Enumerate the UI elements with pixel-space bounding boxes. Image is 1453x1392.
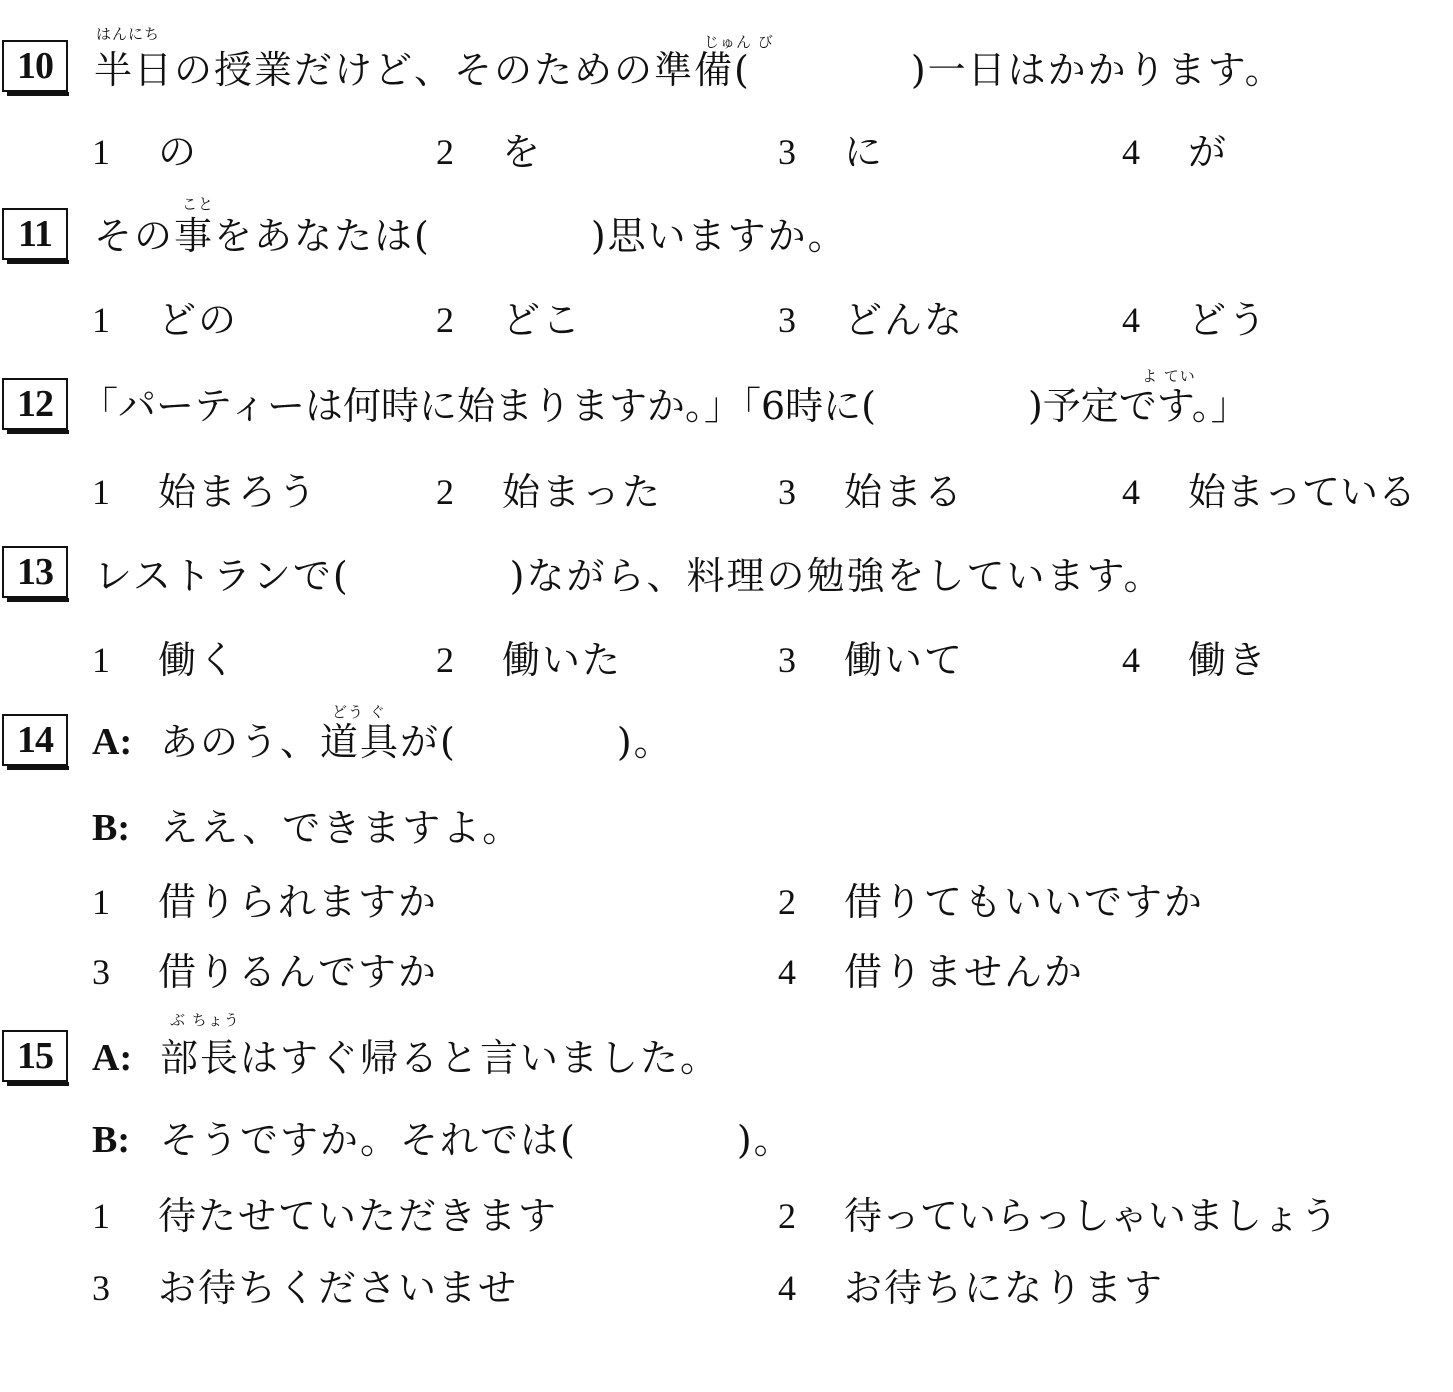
option-text[interactable]: 始まる — [844, 470, 965, 514]
question-number-15: 15 — [2, 1030, 68, 1082]
question-number-12: 12 — [2, 378, 68, 430]
option-text[interactable]: に — [844, 130, 885, 174]
option-text[interactable]: が — [1188, 130, 1229, 174]
option-text[interactable]: どの — [158, 298, 239, 342]
option-text[interactable]: 始まっている — [1188, 470, 1417, 514]
option-number: 4 — [778, 1268, 796, 1308]
option-number: 1 — [92, 132, 110, 172]
question-number-10: 10 — [2, 40, 68, 92]
option-number: 3 — [778, 640, 796, 680]
option-text[interactable]: どこ — [502, 298, 583, 342]
option-text[interactable]: 借りませんか — [844, 950, 1085, 994]
option-text[interactable]: どう — [1188, 298, 1269, 342]
speaker-a-label: A: — [92, 721, 133, 763]
option-number: 4 — [778, 952, 796, 992]
ruby-hannichi: はんにち — [96, 25, 161, 43]
option-number: 4 — [1122, 132, 1140, 172]
ruby-yotei: よ てい — [1142, 367, 1196, 385]
option-number: 3 — [778, 132, 796, 172]
option-text[interactable]: 働き — [1188, 638, 1269, 682]
option-number: 2 — [436, 300, 454, 340]
option-number: 2 — [778, 882, 796, 922]
option-text[interactable]: 借りてもいいですか — [844, 880, 1205, 924]
question-13-text: レストランで( )ながら、料理の勉強をしています。 — [94, 554, 1164, 598]
option-text[interactable]: 働いて — [844, 638, 965, 682]
option-number: 4 — [1122, 640, 1140, 680]
option-number: 2 — [778, 1196, 796, 1236]
option-text[interactable]: の — [158, 130, 199, 174]
option-text[interactable]: 借りられますか — [158, 880, 439, 924]
question-10-text: 半日の授業だけど、そのための準備( )一日はかかります。 — [94, 48, 1285, 92]
option-text[interactable]: 借りるんですか — [158, 950, 439, 994]
ruby-dougu: どう ぐ — [332, 703, 386, 721]
ruby-buchou: ぶ ちょう — [170, 1011, 240, 1029]
option-text[interactable]: お待ちになります — [844, 1266, 1165, 1310]
speaker-b-label: B: — [92, 1119, 130, 1161]
option-number: 4 — [1122, 472, 1140, 512]
option-number: 3 — [778, 472, 796, 512]
option-number: 4 — [1122, 300, 1140, 340]
option-text[interactable]: 始まろう — [158, 470, 319, 514]
ruby-junbi: じゅん び — [704, 33, 774, 51]
question-number-11: 11 — [2, 208, 68, 260]
option-text[interactable]: お待ちくださいませ — [158, 1266, 519, 1310]
option-number: 3 — [92, 952, 110, 992]
option-text[interactable]: 働く — [158, 638, 239, 682]
ruby-koto: こと — [182, 195, 215, 213]
option-text[interactable]: 働いた — [502, 638, 623, 682]
option-number: 1 — [92, 472, 110, 512]
option-number: 3 — [92, 1268, 110, 1308]
question-12-text: 「パーティーは何時に始まりますか。」「6時に( )予定です。」 — [80, 384, 1249, 428]
option-number: 2 — [436, 640, 454, 680]
option-number: 3 — [778, 300, 796, 340]
option-text[interactable]: 待たせていただきます — [158, 1194, 559, 1238]
question-11-text: その事をあなたは( )思いますか。 — [94, 214, 848, 258]
question-14-line-b: ええ、できますよ。 — [160, 806, 523, 850]
speaker-b-label: B: — [92, 807, 130, 849]
option-number: 2 — [436, 472, 454, 512]
option-text[interactable]: 待っていらっしゃいましょう — [844, 1194, 1339, 1238]
speaker-a-label: A: — [92, 1037, 133, 1079]
question-number-13: 13 — [2, 546, 68, 598]
question-number-14: 14 — [2, 714, 68, 766]
option-number: 1 — [92, 1196, 110, 1236]
question-15-line-b: そうですか。それでは( )。 — [160, 1118, 794, 1162]
option-number: 1 — [92, 882, 110, 922]
option-number: 1 — [92, 640, 110, 680]
question-14-line-a: あのう、道具が( )。 — [160, 720, 674, 764]
option-text[interactable]: を — [502, 130, 543, 174]
option-number: 1 — [92, 300, 110, 340]
question-15-line-a: 部長はすぐ帰ると言いました。 — [160, 1036, 721, 1080]
option-text[interactable]: 始まった — [502, 470, 663, 514]
option-text[interactable]: どんな — [844, 298, 965, 342]
option-number: 2 — [436, 132, 454, 172]
